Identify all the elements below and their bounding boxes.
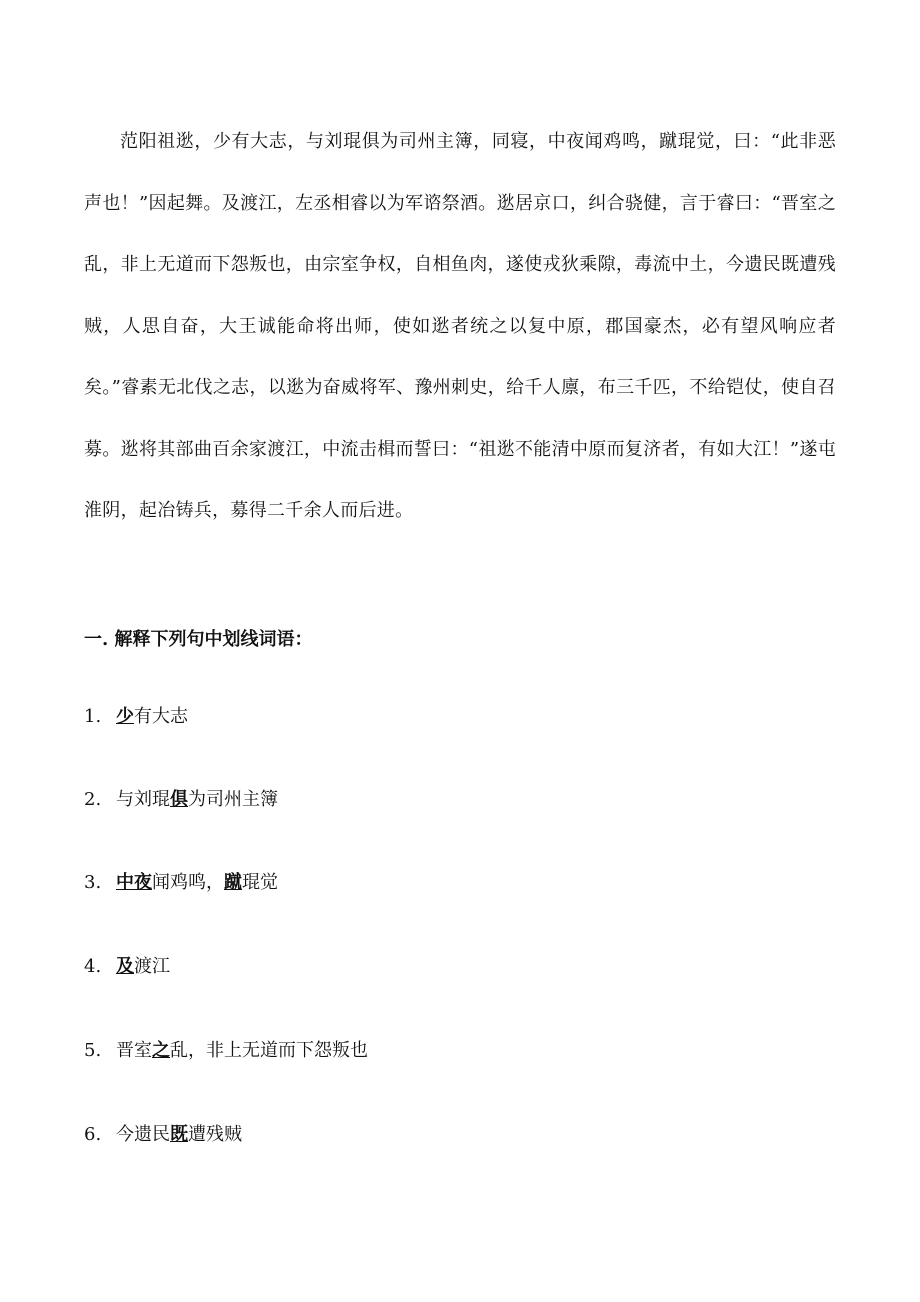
question-text-before: 今遗民 — [116, 1124, 170, 1145]
underlined-word: 俱 — [170, 789, 188, 810]
underlined-word: 少 — [116, 706, 134, 727]
underlined-word: 中夜 — [116, 872, 152, 893]
question-text-middle: 遭残贼 — [188, 1124, 242, 1145]
question-item — [84, 955, 170, 979]
underlined-word: 及 — [116, 956, 134, 977]
question-text-middle: 闻鸡鸣， — [152, 872, 224, 893]
question-text-middle: 有大志 — [134, 706, 188, 727]
question-text-middle: 渡江 — [134, 956, 170, 977]
question-text-after: 琨觉 — [242, 872, 278, 893]
question-number: 4. — [84, 956, 102, 977]
section-heading: 一. 解释下列句中划线词语： — [84, 629, 313, 650]
question-text-before: 与刘琨 — [116, 789, 170, 810]
question-item — [84, 1123, 242, 1147]
question-text-before: 晋室 — [116, 1040, 152, 1061]
question-number: 3. — [84, 872, 102, 893]
underlined-word-2: 蹴 — [224, 872, 242, 893]
question-number: 1. — [84, 706, 102, 727]
question-item — [84, 871, 278, 895]
underlined-word: 之 — [152, 1040, 170, 1061]
underlined-word: 既 — [170, 1124, 188, 1145]
question-item — [84, 705, 188, 729]
question-text-middle: 乱，非上无道而下怨叛也 — [170, 1040, 368, 1061]
question-item — [84, 788, 278, 812]
question-item — [84, 1039, 368, 1063]
question-number: 5. — [84, 1040, 102, 1061]
question-number: 2. — [84, 789, 102, 810]
question-text-middle: 为司州主簿 — [188, 789, 278, 810]
question-number: 6. — [84, 1124, 102, 1145]
passage-text: 范阳祖逖，少有大志，与刘琨俱为司州主簿，同寝，中夜闻鸡鸣，蹴琨觉，曰：“此非恶声也！”因起舞。及渡江，左丞相睿以为军谘祭酒。逖居京口，纠合骁健，言于睿曰：“晋室之乱，非上无道而下怨叛也，由宗室争权，自相鱼肉，遂使戎狄乘隙，毒流中土，今遗民既遭残贼，人思自奋，大王诚能命将出师，使如逖者统之以复中原，郡国豪杰，必有望风响应者矣。”睿素无北伐之志，以逖为奋威将军、豫州刺史，给千人廪，布三千匹，不给铠仗，使自召募。逖将其部曲百余家渡江，中流击楫而誓曰：“祖逖不能清中原而复济者，有如大江！”遂屯淮阴，起冶铸兵，募得二千余人而后进。 — [84, 131, 836, 521]
